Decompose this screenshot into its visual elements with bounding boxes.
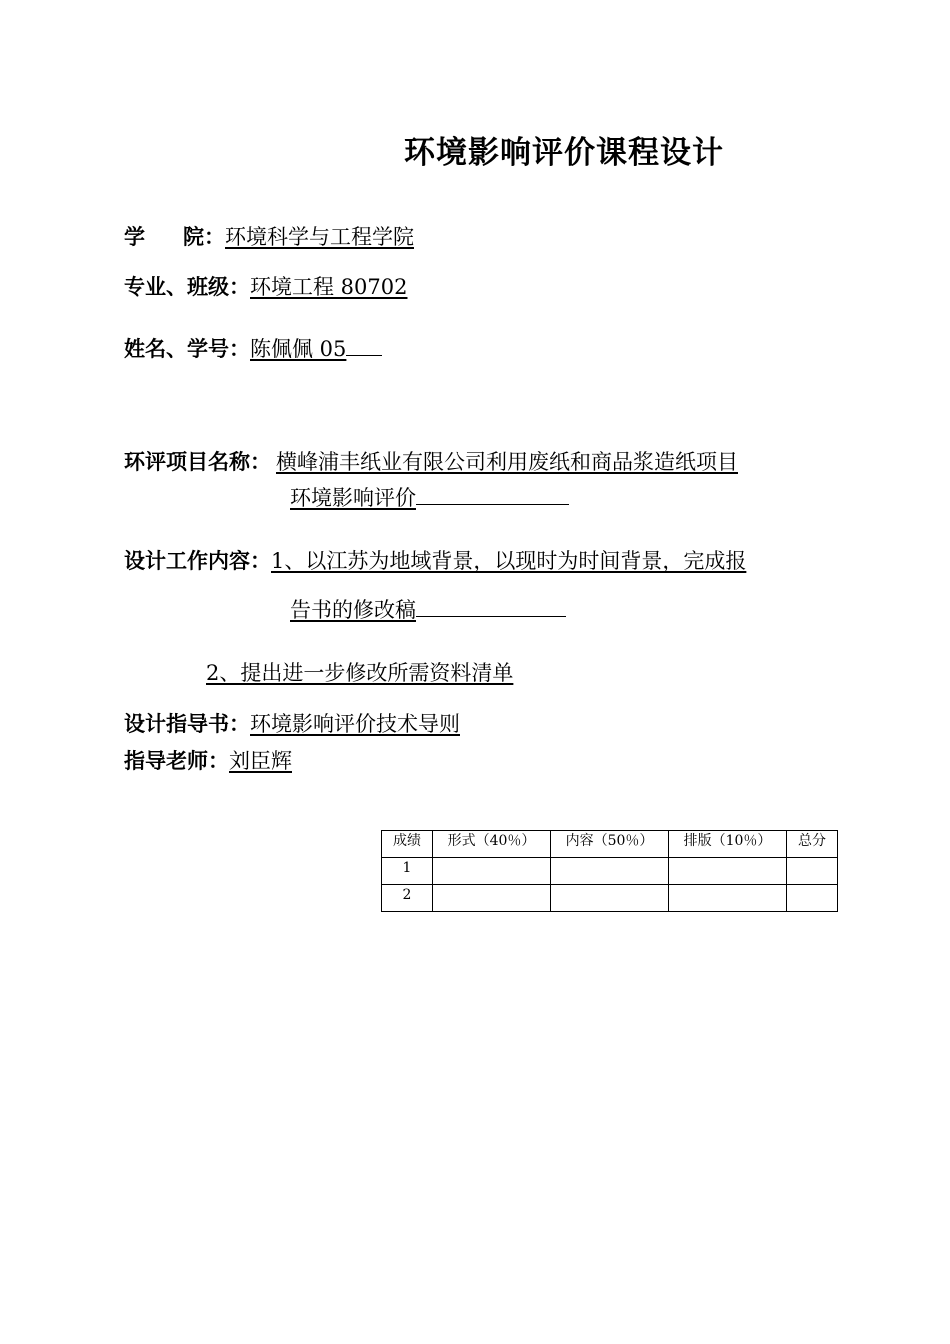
content-item1-line2: 告书的修改稿: [290, 598, 416, 622]
grades-table: [381, 830, 838, 912]
grades-cell: 1: [382, 858, 433, 885]
grades-header-cell: 成绩: [382, 831, 433, 858]
name-label: 姓名、学号：: [124, 337, 250, 361]
grades-header-cell: 形式（40％）: [433, 831, 551, 858]
grades-cell: [669, 858, 787, 885]
grades-cell: [787, 885, 838, 912]
teacher-label: 指导老师：: [124, 749, 229, 773]
project-blank-line: [416, 484, 569, 505]
project-row: [124, 448, 738, 476]
grades-header-cell: 总分: [787, 831, 838, 858]
grades-row: [382, 858, 838, 885]
major-row: [124, 273, 407, 301]
college-label-suffix: 院：: [183, 225, 225, 249]
content-blank-line: [416, 596, 566, 617]
college-value: 环境科学与工程学院: [225, 225, 414, 249]
grades-cell: [551, 885, 669, 912]
guide-book-value: 环境影响评价技术导则: [250, 712, 460, 736]
name-row: [124, 335, 382, 363]
content-item1-line1: 1、以江苏为地域背景，以现时为时间背景，完成报: [271, 549, 747, 573]
name-blank-line: [346, 335, 382, 356]
content-item2: 2、提出进一步修改所需资料清单: [206, 661, 514, 685]
teacher-value: 刘臣辉: [229, 749, 292, 773]
grades-header-cell: 内容（50％）: [551, 831, 669, 858]
project-label: 环评项目名称：: [124, 450, 271, 474]
content-row: [124, 547, 746, 575]
content-label: 设计工作内容：: [124, 549, 271, 573]
project-value-line2: 环境影响评价: [290, 486, 416, 510]
name-value: 陈佩佩 05: [250, 337, 347, 361]
grades-cell: [669, 885, 787, 912]
document-title: 环境影响评价课程设计: [404, 135, 724, 171]
guide-book-label: 设计指导书：: [124, 712, 250, 736]
college-row: [124, 223, 414, 251]
teacher-row: [124, 747, 292, 775]
major-value: 环境工程 80702: [250, 275, 408, 299]
major-label: 专业、班级：: [124, 275, 250, 299]
grades-cell: [433, 858, 551, 885]
grades-header-cell: 排版（10％）: [669, 831, 787, 858]
grades-header-row: [382, 831, 838, 858]
grades-cell: 2: [382, 885, 433, 912]
content-item1-continuation: [290, 596, 566, 624]
guide-book-row: [124, 710, 460, 738]
grades-cell: [551, 858, 669, 885]
grades-cell: [433, 885, 551, 912]
project-line2: [290, 484, 569, 512]
project-value-line1: 横峰浦丰纸业有限公司利用废纸和商品浆造纸项目: [276, 450, 738, 474]
college-label: 学: [124, 225, 145, 249]
grades-cell: [787, 858, 838, 885]
grades-row: [382, 885, 838, 912]
content-item2-row: [206, 659, 513, 687]
